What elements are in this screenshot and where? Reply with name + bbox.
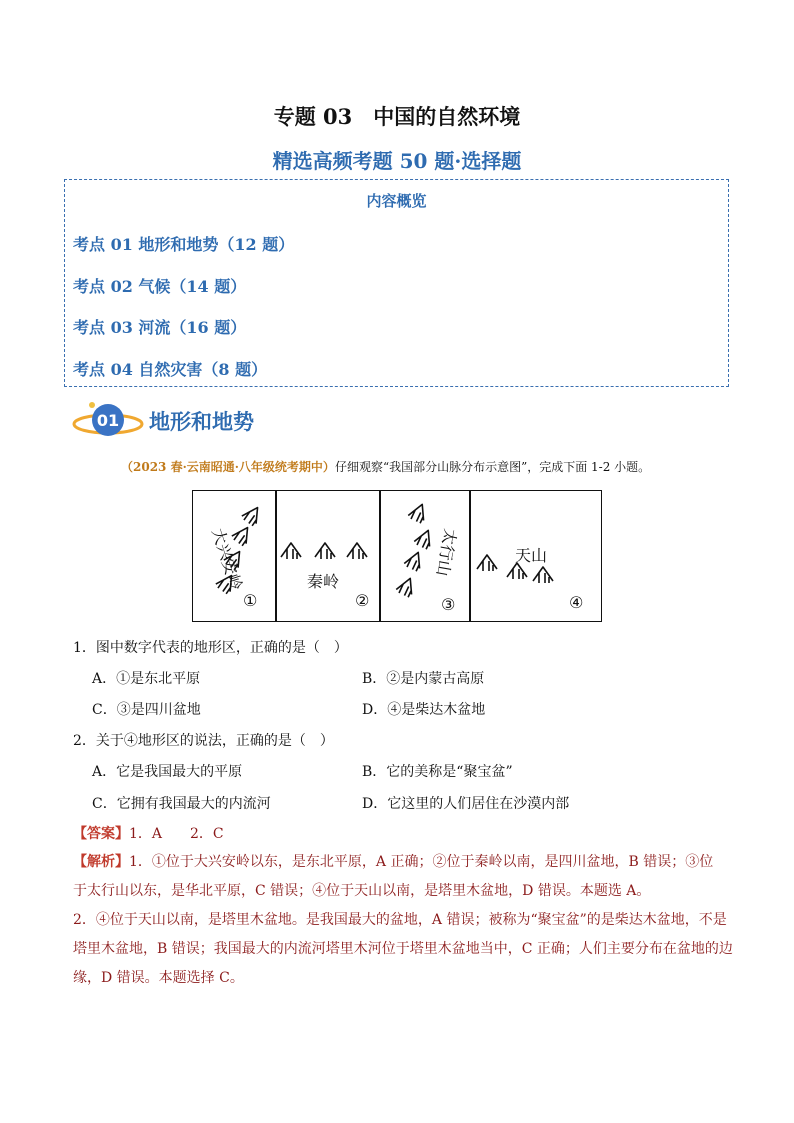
mountain-map-figure (192, 490, 602, 622)
analysis-line-5: 缘，D 错误。本题选择 C。 (73, 970, 244, 986)
overview-item-1: 考点 01 地形和地势（12 题） (73, 235, 295, 254)
overview-item-3: 考点 03 河流（16 题） (73, 318, 247, 337)
source-instruction: 仔细观察“我国部分山脉分布示意图”，完成下面 1-2 小题。 (334, 460, 651, 474)
analysis-block (73, 848, 733, 993)
question-2-option-c: C．它拥有我国最大的内流河 (92, 796, 271, 812)
answer-label: 【答案】 (73, 826, 129, 842)
page-title: 专题 03 中国的自然环境 (273, 104, 521, 129)
question-1-option-b: B．②是内蒙古高原 (362, 671, 485, 687)
source-origin: （2023 春·云南昭通·八年级统考期中） (121, 460, 335, 474)
analysis-line-4: 塔里木盆地，B 错误；我国最大的内流河塔里木河位于塔里木盆地当中，C 正确；人们主要分布在盆地的边 (73, 941, 733, 957)
question-1-option-a: A．①是东北平原 (92, 671, 201, 687)
question-1-option-d: D．④是柴达木盆地 (362, 702, 486, 718)
analysis-label: 【解析】 (73, 854, 129, 870)
analysis-line-2: 于太行山以东，是华北平原，C 错误；④位于天山以南，是塔里木盆地，D 错误。本题选 A。 (73, 883, 651, 899)
mountain-label-3: 太行山 (432, 527, 461, 578)
question-2-option-b: B．它的美称是“聚宝盆” (362, 764, 513, 780)
question-1-stem: 1．图中数字代表的地形区，正确的是（ ） (73, 640, 348, 656)
mountain-label-1: 大兴安岭 (208, 525, 246, 593)
question-2-option-a: A．它是我国最大的平原 (92, 764, 243, 780)
question-source (121, 458, 650, 475)
overview-title: 内容概览 (366, 192, 427, 210)
panel-number-2: ② (355, 591, 370, 610)
panel-number-3: ③ (441, 595, 456, 614)
content-overview-box (64, 179, 729, 387)
question-2-stem: 2．关于④地形区的说法，正确的是（ ） (73, 733, 334, 749)
answer-text: 1．A 2．C (129, 826, 224, 842)
mountain-label-2: 秦岭 (307, 572, 340, 591)
page-subtitle: 精选高频考题 50 题·选择题 (272, 149, 522, 173)
answer-line (73, 823, 224, 843)
panel-number-4: ④ (569, 593, 584, 612)
overview-item-4: 考点 04 自然灾害（8 题） (73, 360, 268, 379)
panel-number-1: ① (243, 591, 258, 610)
question-2-option-d: D．它这里的人们居住在沙漠内部 (362, 796, 570, 812)
section-badge-icon (72, 398, 152, 442)
analysis-text-1: 1．①位于大兴安岭以东，是东北平原，A 正确；②位于秦岭以南，是四川盆地，B 错误；③位 (129, 854, 714, 870)
section-badge-number: 01 (96, 411, 120, 430)
analysis-line-1 (73, 848, 733, 877)
analysis-line-3: 2．④位于天山以南，是塔里木盆地。是我国最大的盆地，A 错误；被称为“聚宝盆”的是柴达木盆地，不是 (73, 912, 727, 928)
mountain-label-4: 天山 (515, 546, 548, 565)
question-1-option-c: C．③是四川盆地 (92, 702, 201, 718)
overview-item-2: 考点 02 气候（14 题） (73, 277, 247, 296)
section-title: 地形和地势 (149, 409, 254, 434)
